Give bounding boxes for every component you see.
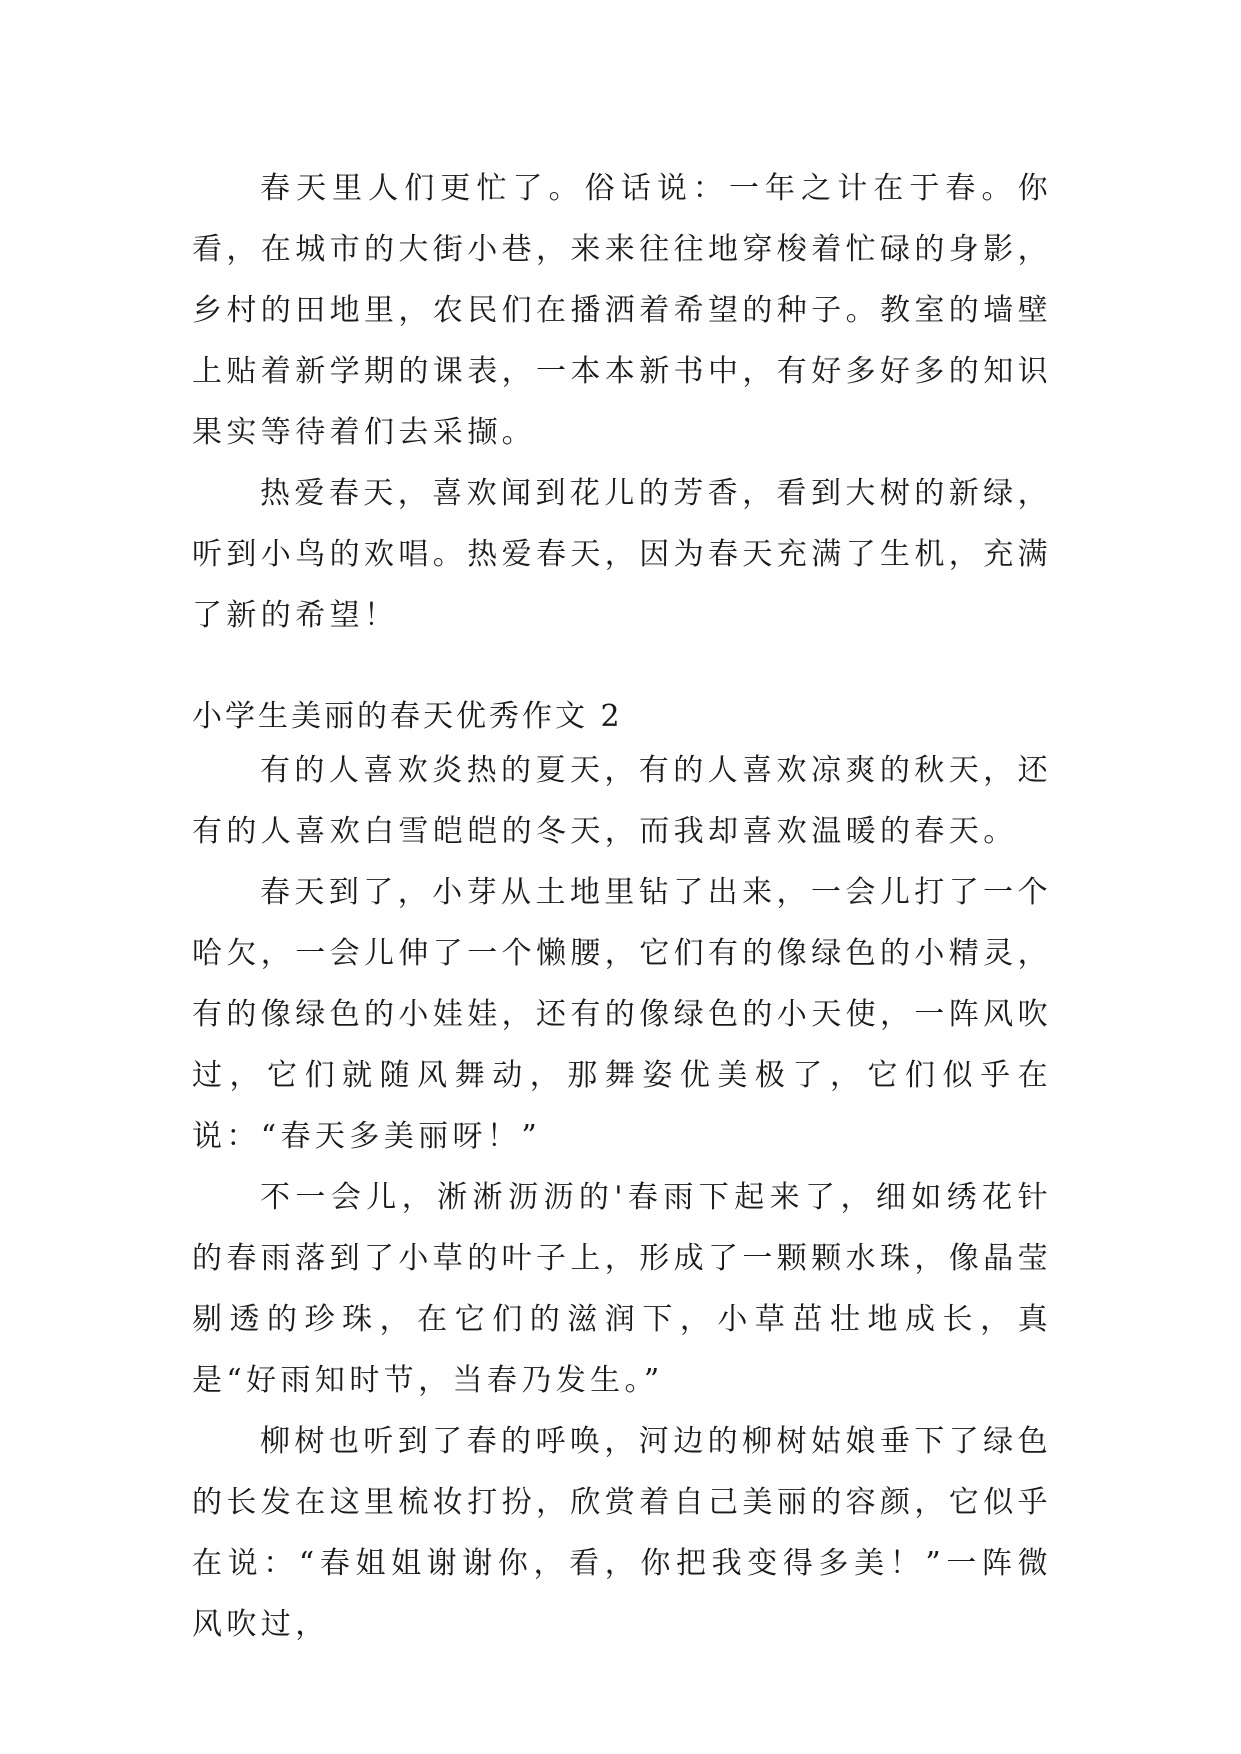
section-1-body <box>192 158 1052 646</box>
paragraph: 春天到了，小芽从土地里钻了出来，一会儿打了一个哈欠，一会儿伸了一个懒腰，它们有的像绿色的小精灵，有的像绿色的小娃娃，还有的像绿色的小天使，一阵风吹过，它们就随风舞动，那舞姿优美极了，它们似乎在说：“春天多美丽呀！” <box>192 875 1052 1154</box>
paragraph: 有的人喜欢炎热的夏天，有的人喜欢凉爽的秋天，还有的人喜欢白雪皑皑的冬天，而我却喜欢温暖的春天。 <box>192 753 1052 849</box>
section-2-body <box>192 740 1052 1655</box>
paragraph: 热爱春天，喜欢闻到花儿的芳香，看到大树的新绿，听到小鸟的欢唱。热爱春天，因为春天充满了生机，充满了新的希望！ <box>192 476 1052 633</box>
paragraph: 不一会儿，淅淅沥沥的'春雨下起来了，细如绣花针的春雨落到了小草的叶子上，形成了一颗颗水珠，像晶莹剔透的珍珠，在它们的滋润下，小草茁壮地成长，真是“好雨知时节，当春乃发生。” <box>192 1180 1052 1398</box>
paragraph: 春天里人们更忙了。俗话说：一年之计在于春。你看，在城市的大街小巷，来来往往地穿梭着忙碌的身影，乡村的田地里，农民们在播洒着希望的种子。教室的墙壁上贴着新学期的课表，一本本新书中，有好多好多的知识果实等待着们去采撷。 <box>192 171 1052 450</box>
paragraph: 柳树也听到了春的呼唤，河边的柳树姑娘垂下了绿色的长发在这里梳妆打扮，欣赏着自己美丽的容颜，它似乎在说：“春姐姐谢谢你，看，你把我变得多美！”一阵微风吹过， <box>192 1424 1052 1642</box>
essay-title: 小学生美丽的春天优秀作文 2 <box>192 699 623 734</box>
